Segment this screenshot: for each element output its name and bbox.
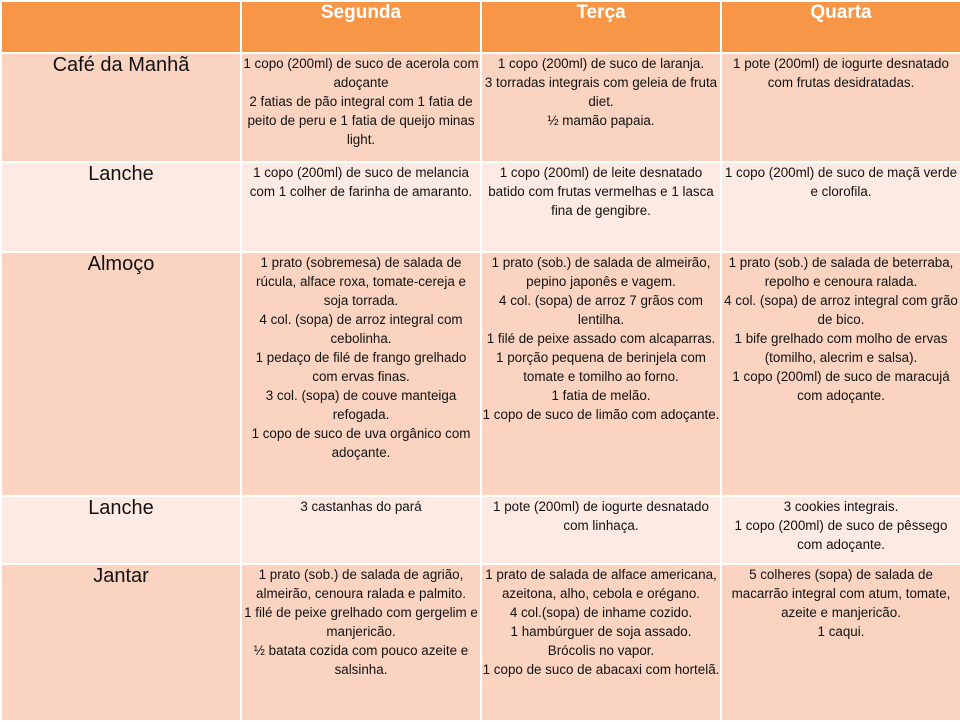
menu-line: 1 copo de suco de limão com adoçante.	[482, 407, 720, 422]
menu-line: 1 copo (200ml) de suco de acerola com adoçante	[243, 56, 479, 90]
menu-line: 5 colheres (sopa) de salada de macarrão integral com atum, tomate, azeite e manjericão.	[731, 567, 951, 620]
menu-line: 1 copo (200ml) de suco de maçã verde e clorofila.	[724, 165, 958, 199]
row-almoco	[1, 252, 960, 496]
menu-line: 1 copo (200ml) de suco de pêssego com adoçante.	[734, 518, 948, 552]
menu-line: 1 caqui.	[817, 624, 865, 639]
meal-label: Almoço	[1, 252, 241, 496]
menu-line: 1 copo (200ml) de suco de melancia com 1 colher de farinha de amaranto.	[249, 165, 473, 199]
menu-line: 1 prato (sob.) de salada de almeirão, pepino japonês e vagem.	[491, 255, 711, 289]
menu-line: 1 pote (200ml) de iogurte desnatado com linhaça.	[493, 499, 709, 533]
meal-label: Lanche	[1, 496, 241, 564]
menu-line: 1 filé de peixe grelhado com gergelim e manjericão.	[244, 605, 478, 639]
row-lanche-2	[1, 496, 960, 564]
header-segunda: Segunda	[241, 1, 481, 53]
menu-line: 2 fatias de pão integral com 1 fatia de peito de peru e 1 fatia de queijo minas light.	[247, 94, 475, 147]
menu-line: 1 copo (200ml) de leite desnatado batido com frutas vermelhas e 1 lasca fina de gengibre.	[488, 165, 714, 218]
menu-line: 3 col. (sopa) de couve manteiga refogada.	[265, 388, 457, 422]
cell-quarta	[721, 53, 960, 162]
cell-terca	[481, 252, 721, 496]
meal-label: Lanche	[1, 162, 241, 252]
menu-line: Brócolis no vapor.	[547, 643, 655, 658]
menu-line: 1 fatia de melão.	[551, 388, 651, 403]
menu-line: 1 copo (200ml) de suco de maracujá com adoçante.	[732, 369, 950, 403]
cell-terca	[481, 53, 721, 162]
menu-line: ½ mamão papaia.	[547, 113, 655, 128]
header-row	[1, 1, 960, 53]
header-quarta: Quarta	[721, 1, 960, 53]
cell-segunda	[241, 162, 481, 252]
menu-line: 1 prato (sob.) de salada de agrião, almeirão, cenoura ralada e palmito.	[256, 567, 466, 601]
menu-line: 1 pote (200ml) de iogurte desnatado com frutas desidratadas.	[733, 56, 949, 90]
menu-line: 1 bife grelhado com molho de ervas (tomilho, alecrim e salsa).	[734, 331, 948, 365]
cell-quarta	[721, 496, 960, 564]
menu-line: 3 cookies integrais.	[783, 499, 899, 514]
cell-quarta	[721, 162, 960, 252]
meal-label: Jantar	[1, 564, 241, 721]
cell-segunda	[241, 496, 481, 564]
cell-segunda	[241, 53, 481, 162]
cell-segunda	[241, 252, 481, 496]
menu-line: 3 castanhas do pará	[300, 499, 422, 514]
menu-line: 1 copo de suco de uva orgânico com adoçante.	[251, 426, 471, 460]
cell-segunda	[241, 564, 481, 721]
menu-line: 1 prato (sob.) de salada de beterraba, repolho e cenoura ralada.	[728, 255, 954, 289]
menu-line: 4 col.(sopa) de inhame cozido.	[509, 605, 693, 620]
cell-quarta	[721, 564, 960, 721]
menu-line: 1 prato de salada de alface americana, azeitona, alho, cebola e orégano.	[485, 567, 717, 601]
menu-line: 4 col. (sopa) de arroz 7 grãos com lentilha.	[499, 293, 703, 327]
cell-terca	[481, 564, 721, 721]
menu-line: 1 copo de suco de abacaxi com hortelã.	[482, 662, 720, 677]
menu-line: 1 pedaço de filé de frango grelhado com ervas finas.	[255, 350, 467, 384]
cell-terca	[481, 496, 721, 564]
row-jantar	[1, 564, 960, 721]
menu-line: 3 torradas integrais com geleia de fruta diet.	[484, 75, 718, 109]
cell-terca	[481, 162, 721, 252]
menu-line: 1 hambúrguer de soja assado.	[510, 624, 692, 639]
menu-line: ½ batata cozida com pouco azeite e salsinha.	[253, 643, 469, 677]
header-corner	[1, 1, 241, 53]
meal-label: Café da Manhã	[1, 53, 241, 162]
menu-line: 4 col. (sopa) de arroz integral com cebolinha.	[259, 312, 463, 346]
menu-line: 4 col. (sopa) de arroz integral com grão de bico.	[724, 293, 958, 327]
menu-line: 1 filé de peixe assado com alcaparras.	[486, 331, 716, 346]
row-lanche-1	[1, 162, 960, 252]
cell-quarta	[721, 252, 960, 496]
menu-line: 1 prato (sobremesa) de salada de rúcula, alface roxa, tomate-cereja e soja torrada.	[256, 255, 466, 308]
menu-line: 1 porção pequena de berinjela com tomate e tomilho ao forno.	[496, 350, 706, 384]
header-terca: Terça	[481, 1, 721, 53]
menu-line: 1 copo (200ml) de suco de laranja.	[497, 56, 705, 71]
row-cafe-da-manha	[1, 53, 960, 162]
